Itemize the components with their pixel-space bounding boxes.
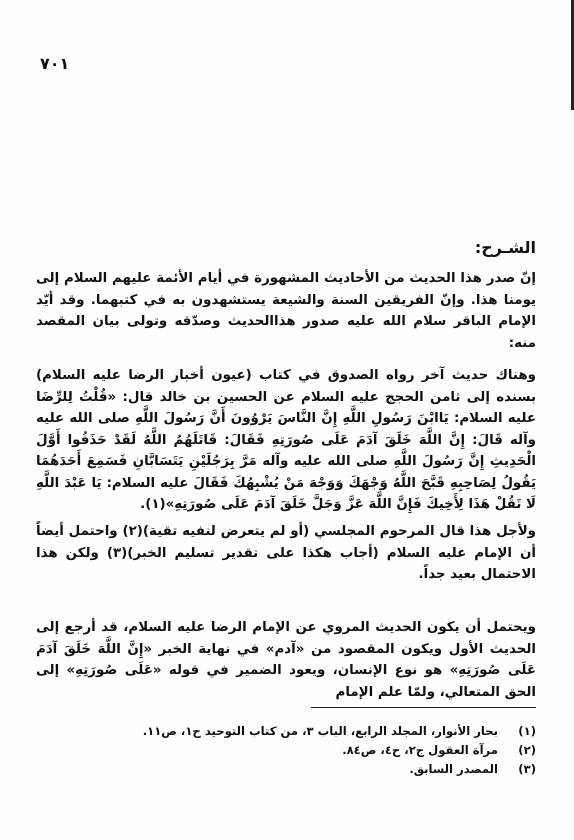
footnote-1 xyxy=(36,722,536,741)
footnote-number: (٢) xyxy=(518,743,536,757)
page-number: ٧٠١ xyxy=(40,54,70,73)
footnote-number: (١) xyxy=(518,724,536,738)
footnote-2 xyxy=(36,741,536,760)
paragraph-2: وهناك حديث آخر رواه الصدوق في كتاب (عيون أخبار الرضا عليه السلام) بسنده إلى ثامن الحجج عليه السلام عن الحسين بن خالد قال: «قُلْتُ لِلرِّضَا عليه السلام: يَاابْنَ رَسُولِ اللَّهِ إِنَّ النَّاسَ يَرْوُونَ أَنَّ رَسُولَ اللَّهِ صلى الله عليه وآله قَالَ: إِنَّ اللَّهَ خَلَقَ آدَمَ عَلَى صُورَتِهِ فَقَالَ: قَاتَلَهُمُ اللَّهُ لَقَدْ حَذَفُوا أَوَّلَ الْحَدِيثِ إِنَّ رَسُولَ اللَّهِ صلى الله عليه وآله مَرَّ بِرَجُلَيْنِ يَتَسَابَّانِ فَسَمِعَ أَحَدَهُمَا يَقُولُ لِصَاحِبِهِ قَبَّحَ اللَّهُ وَجْهَكَ وَوَجْهَ مَنْ يُشْبِهُكَ فَقَالَ عليه السلام: يَا عَبْدَ اللَّهِ لَا تَقُلْ هَذَا لِأَخِيكَ فَإِنَّ اللَّهَ عَزَّ وَجَلَّ خَلَقَ آدَمَ عَلَى صُورَتِهِ»(١). xyxy=(36,368,536,512)
paragraph-4: ويحتمل أن يكون الحديث المروي عن الإمام الرضا عليه السلام، قد أرجع إلى الحديث الأول ويكون المقصود من «آدم» في نهاية الخبر «إِنَّ اللَّهَ خَلَقَ آدَمَ عَلَى صُورَتِهِ» هو نوع الإنسان، ويعود الضمير في قوله «عَلَى صُورَتِهِ» إلى الحق المتعالي، ولمّا علم الإمام xyxy=(36,620,536,700)
paragraph-1: إنّ صدر هذا الحديث من الأحاديث المشهورة في أيام الأئمة عليهم السلام إلى يومنا هذا. وإنّ الفريقين السنة والشيعة يستشهدون به في كتبهما. وقد أيّد الإمام الباقر سلام الله عليه صدور هذاالحديث وصدّقه وتولى بيان المقصد منه: xyxy=(36,271,536,351)
footnote-text: مرآة العقول ج٢، ح٤، ص٨٤. xyxy=(342,743,498,757)
paragraph-3: ولأجل هذا قال المرحوم المجلسي (أو لم يتعرض لنفيه تقية)(٢) واحتمل أيضاً أن الإمام عليه السلام (أجاب هكذا على تقدير تسليم الخبر)(٣) ولكن هذا الاحتمال بعيد جداً. xyxy=(36,524,537,582)
footnote-text: المصدر السابق. xyxy=(409,762,498,776)
footnote-number: (٣) xyxy=(518,762,536,776)
footnote-3 xyxy=(36,760,536,779)
footnote-text: بحار الأنوار، المجلد الرابع، الباب ٣، من كتاب التوحيد ح١، ص١١. xyxy=(142,724,498,738)
section-heading: الشـرح: xyxy=(474,238,536,257)
footnote-divider xyxy=(311,707,536,708)
footnotes xyxy=(36,722,536,779)
